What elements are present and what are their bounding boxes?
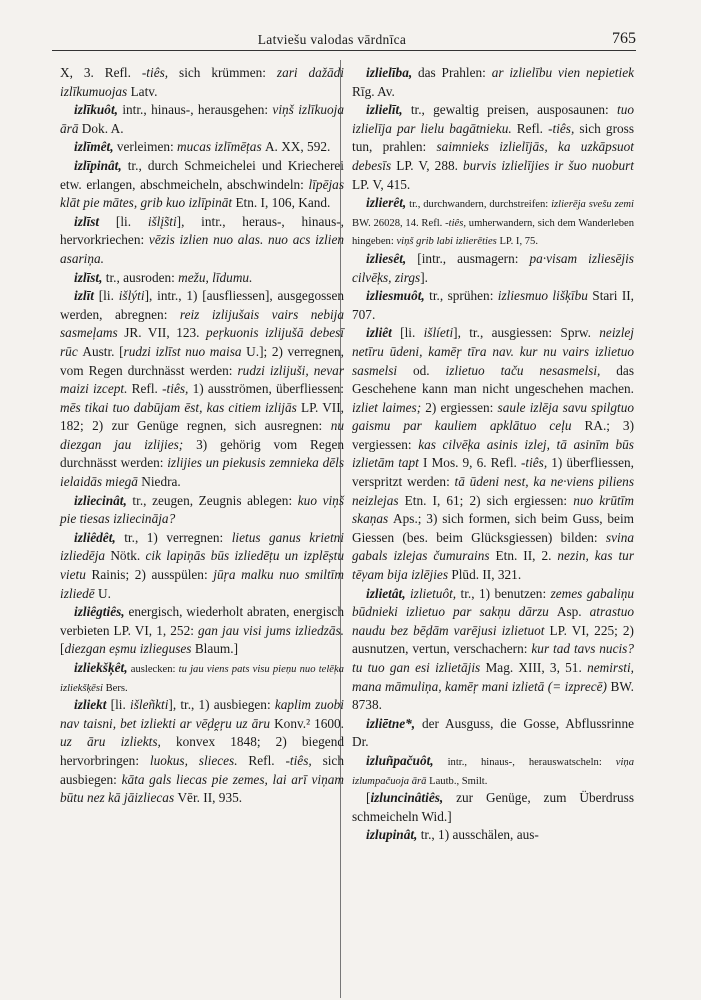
entry-text: od. (412, 362, 446, 378)
entry-text: Asp. (556, 604, 590, 620)
dictionary-entry (60, 213, 344, 269)
entry-text: RA.; 3) vergiessen: (352, 418, 634, 452)
entry-text: konvex 1848; 2) biegend hervorbringen: (60, 734, 344, 768)
entry-text: saule izlēja savu spilgtuo gaismu par kauliem apklātuo ceļu (352, 399, 634, 434)
entry-text: Vēr. II, 935. (177, 790, 243, 806)
entry-text: kāta gals liecas pie zemes, lai arī viņam būtu nez kā jāizliecas (60, 771, 345, 806)
entry-text: mēs tikai tuo dabūjam ēst, kas citiem izlijās (60, 399, 301, 415)
entry-headword: izliekšķêt, (74, 660, 128, 675)
entry-text: zemes gabaliņu būdnieki izlietuo par sakņu dārzu (352, 585, 635, 620)
entry-text: Lautb., Smilt. (429, 775, 488, 787)
entry-headword: izlietât, (366, 585, 406, 601)
entry-text: burvis izlielījies ir šuo nuoburt (463, 157, 634, 173)
entry-text: der Ausguss, die Gosse, Abflussrinne Dr. (352, 715, 634, 750)
entry-headword: izlīkuôt, (74, 102, 118, 118)
entry-text: LP. V, 415. (352, 176, 411, 192)
entry-text: 1) überfliessen, verspritzt werden: (352, 455, 634, 490)
entry-text: tr., ausroden: (102, 269, 179, 285)
entry-text: A. XX, 592. (264, 139, 331, 155)
entry-text: Mag. XIII, 3, 51. (485, 660, 588, 675)
entry-text: Aps.; 3) sich formen, sich beim Guss, beim Giessen (bes. beim Glücksgiessen) bilden: (352, 511, 634, 545)
entry-text: Plūd. II, 321. (451, 567, 522, 583)
entry-text: ], intr., 1) [ausfliessen], ausgegossen werden, abregnen: (60, 288, 345, 322)
entry-text: Bers. (105, 682, 128, 694)
entry-text: Etn. I, 106, Kand. (235, 195, 331, 211)
entry-text: Dok. A. (81, 120, 124, 136)
entry-headword: izliêdêt, (74, 529, 116, 545)
entry-text: X, 3. Refl. (60, 65, 142, 80)
entry-headword: izlupinât, (366, 827, 418, 843)
entry-text: nu diezgan jau izlijies; (60, 418, 344, 452)
dictionary-entry (60, 659, 344, 696)
entry-headword: izlīpinât, (74, 157, 122, 173)
entry-text: energisch, wiederholt abraten, energisch verbieten LP. VI, 1, 252: (60, 604, 344, 638)
entry-text: izliesmuo lišķību (497, 288, 593, 304)
dictionary-entry (352, 194, 634, 250)
entry-text: Blaum.] (194, 641, 239, 657)
entry-text: nezin, kas tur tē̦vam bija izlējies (352, 548, 634, 583)
entry-headword: izliecinât, (74, 492, 127, 508)
entry-text: ], intr., heraus-, hinaus-, hervorkriechen: (60, 213, 344, 248)
entry-text: ], tr., 1) ausbiegen: (168, 697, 275, 713)
dictionary-entry (352, 789, 634, 826)
entry-text: BW. 26028, 14. Refl. (352, 217, 446, 229)
entry-text: Austr. [ (82, 343, 124, 359)
entry-headword: izlielīt, (366, 102, 403, 118)
entry-text: kuo viņš pie tiesas izliecināja? (60, 492, 344, 527)
entry-text: cik lapiņās būs izliedē̦tu un izplē̦stu vietu (60, 548, 344, 583)
entry-text: umherwandern, sich dem Wanderleben hingeben: (352, 217, 634, 248)
dictionary-entry (352, 324, 634, 584)
entry-text: kas cilvē̦ka asinis izlej, tā asinīm būs izlietām tapt (352, 436, 634, 471)
entry-text: kaplim zuobi nav taisni, bet izliekti ar vē̦dḙŗu uz āru (60, 697, 344, 731)
entry-text: mežu, līdumu. (178, 269, 253, 285)
entry-text: tr., 1) verregnen: (115, 529, 232, 545)
entry-headword: izliesmuôt, (366, 288, 425, 304)
entry-text: vēzis izlien nuo alas. nuo acs izlien asariņa. (60, 232, 344, 266)
entry-text: 3) gehörig vom Regen durchnässt werden: (60, 436, 345, 471)
entry-text: Rainis; 2) ausspülen: (91, 567, 214, 583)
entry-text: tr., gewaltig preisen, ausposaunen: (402, 102, 617, 118)
entry-text: Rīg. Av. (352, 83, 395, 99)
dictionary-entry (352, 826, 634, 845)
entry-text: ar izlielību vien nepietiek (491, 65, 634, 80)
entry-text: jūŗa malku nuo smiltīm izliedē (60, 567, 344, 601)
entry-text: verleimen: (113, 139, 178, 155)
entry-text: izlijies un piekusis zemnieka dēls ielaidās miegā (60, 455, 344, 490)
entry-text: das Prahlen: (412, 65, 492, 80)
entry-text: LP. I, 75. (499, 236, 538, 248)
entry-text: sich gross tun, prahlen: (352, 120, 634, 155)
entry-text: -tiês, (141, 65, 180, 80)
entry-text: sich krümmen: (179, 65, 277, 80)
dictionary-entry (60, 101, 344, 138)
right-column (352, 64, 634, 845)
entry-text: tā ūdeni nest, ka ne·viens piliens neizlejas (352, 474, 634, 508)
entry-text: līpējas klāt pie mātes, grib kuo izlīpināt (60, 176, 344, 211)
entry-text: Refl. (516, 120, 549, 136)
left-column (60, 64, 344, 808)
entry-text: pe̦rkuonis izlijušā debesī rūc (60, 325, 344, 359)
entry-text: das Geschehene kann man nicht ungeschehen machen. (352, 362, 634, 397)
entry-text: Nötk. (110, 548, 146, 564)
entry-text: Etn. I, 61; 2) sich ergiessen: (404, 492, 574, 508)
entry-text: nemirsti, mana māmuliņa, kamē̦r mani izlietā (= izprecē) (352, 660, 634, 694)
dictionary-entry (60, 696, 344, 808)
entry-headword: izliêt (366, 325, 392, 341)
entry-headword: izliētne*, (366, 715, 416, 731)
entry-text: išlýti (118, 288, 145, 304)
entry-text: BW. 8738. (352, 678, 634, 713)
dictionary-entry (352, 585, 634, 715)
dictionary-entry (60, 269, 344, 288)
dictionary-entry (352, 715, 634, 752)
entry-text: saimnieks izlielījās, ka uzkāpsuot debesīs (352, 139, 634, 173)
entry-text: JR. VII, 123. (124, 325, 207, 341)
entry-text: zur Genüge, zum Überdruss schmeicheln Wid.] (352, 790, 634, 824)
entry-text: [li. (391, 325, 424, 341)
entry-text: tr., sprühen: (424, 288, 498, 304)
entry-headword: izlierêt, (366, 195, 407, 211)
entry-text: [ (60, 641, 65, 657)
entry-text: rudzi izlijuši, nevar maizi izcept. (60, 362, 345, 397)
entry-text: intr., hinaus-, herausgehen: (117, 102, 273, 118)
dictionary-entry (352, 250, 634, 287)
entry-text: LP. VI, 225; 2) ausnutzen, vertun, verschachern: (352, 622, 634, 657)
entry-headword: izliêgtiês, (74, 604, 125, 620)
entry-text: 1) ausströmen, überfliessen: (192, 381, 344, 397)
entry-text: Niedra. (141, 474, 181, 490)
entry-text: pa·visam izliesējis cilvē̦ks, zirgs (352, 250, 634, 285)
dictionary-entry (352, 287, 634, 324)
entry-text: reiz izlijušais vairs nebija sasmeļams (60, 306, 345, 341)
entry-text: tr., durchwandern, durchstreifen: (406, 199, 552, 211)
entry-text: tr., zeugen, Zeugnis ablegen: (126, 492, 298, 508)
entry-headword: izluncinâtiês, (370, 790, 444, 806)
entry-text: Latv. (130, 83, 158, 99)
dictionary-entry (60, 157, 344, 213)
entry-text: I Mos. 9, 6. Refl. (422, 455, 521, 471)
entry-headword: izlīt (74, 288, 94, 304)
dictionary-entry (352, 64, 634, 101)
running-header (52, 30, 636, 51)
dictionary-entry (60, 287, 344, 492)
entry-text: atrastuo naudu bez bē̦dām varējusi izlietuot (352, 604, 634, 638)
page-number: 765 (612, 30, 636, 47)
entry-text: viņa izlumpačuoja ārā (352, 756, 634, 787)
entry-text: -tiês, (285, 752, 323, 768)
entry-text: tr., durch Schmeichelei und Kriecherei etw. erlangen, abschmeicheln, abschwindeln: (60, 157, 344, 192)
running-head-title: Latviešu valodas vārdnīca (257, 32, 407, 47)
entry-text: tr., 1) benutzen: (456, 585, 551, 601)
entry-text: izliet laimes; (352, 399, 426, 415)
entry-text: Refl. (248, 752, 286, 768)
entry-text: viņš grib labi izlierēties (396, 236, 500, 248)
entry-text: diezgan e̦smu izlieguses (64, 641, 195, 657)
entry-text: zari dažādi izlīkumuojas (60, 65, 344, 99)
entry-headword: izlīst (74, 213, 100, 229)
entry-text: [li. (93, 288, 119, 304)
entry-text: [li. (99, 213, 148, 229)
entry-text: Stari II, 707. (352, 288, 634, 322)
entry-text: luokus, slieces. (149, 752, 249, 768)
entry-headword: izluñpačuôt, (366, 752, 434, 768)
entry-text: neizlej netīru ūdeni, kamē̦r tīra nav. kur nu vairs izlietuo sasmelsi (352, 325, 634, 378)
dictionary-entry (60, 529, 344, 603)
entry-text: kur tad tavs nucis? tu tuo gan esi izlietājis (352, 641, 635, 675)
entry-text: uz āru izliekts, (60, 734, 161, 750)
entry-text: U.]; 2) verregnen, vom Regen durchnässt werden: (60, 343, 344, 378)
entry-text: viņš izlīkuoja ārā (60, 102, 345, 136)
entry-headword: izliesêt, (366, 250, 407, 266)
entry-text: tu jau viens pats visu pieņu nuo telē̦ka izliekšķēsi (60, 664, 344, 694)
entry-text: tr., 1) ausschälen, aus- (417, 827, 539, 843)
entry-headword: izliekt (74, 697, 107, 713)
entry-headword: izlielība, (366, 65, 413, 80)
entry-text: izlietuo taču nesasmelsi, (445, 362, 617, 378)
entry-text: Etn. II, 2. (495, 548, 558, 564)
entry-text: -tiês, (162, 381, 193, 397)
dictionary-entry (352, 752, 634, 789)
entry-text: rudzi izlīst nuo maisa (123, 343, 247, 359)
entry-text: išlį̃sti (147, 213, 177, 229)
entry-text: LP. V, 288. (396, 157, 464, 173)
entry-text: mucas izlīmē̦tas (177, 139, 265, 155)
entry-text: -tiês, (445, 217, 469, 229)
entry-text: svina gabals izlejas čumurains (352, 529, 634, 564)
entry-text: -tiês, (520, 455, 552, 471)
entry-text: auslecken: (127, 664, 179, 675)
dictionary-entry (60, 492, 344, 529)
entry-headword: izlīmêt, (74, 139, 114, 155)
entry-text: lietus ganus krietni izliedēja (60, 529, 344, 564)
entry-text: ]. (420, 269, 428, 285)
entry-text: Konv.² 1600. (274, 715, 344, 731)
entry-text: tuo izlielīja par lielu bagātnieku. (352, 102, 634, 136)
entry-text: ], tr., ausgiessen: Sprw. (453, 325, 600, 341)
entry-text: sich ausbiegen: (60, 752, 344, 787)
dictionary-entry (60, 603, 344, 659)
entry-text: intr., hinaus-, herauswatscheln: (433, 756, 616, 768)
entry-text: gan jau visi jums izliedzās. (198, 622, 344, 638)
entry-text: izlierēja svešu zemi (551, 199, 634, 211)
entry-text: LP. VII, 182; 2) zur Genüge regnen, sich ausregnen: (60, 399, 344, 434)
entry-text: [ (366, 790, 371, 806)
entry-text: 2) ergiessen: (425, 399, 498, 415)
dictionary-entry (352, 101, 634, 194)
dictionary-entry (60, 64, 344, 101)
dictionary-entry (60, 138, 344, 157)
entry-text: išlíeti (423, 325, 454, 341)
entry-text: nuo krūtīm skaņas (352, 492, 634, 527)
entry-text: izlietuôt, (409, 585, 457, 601)
entry-headword: izlīst, (74, 269, 103, 285)
entry-text: [li. (106, 697, 130, 713)
entry-text: [intr., ausmagern: (406, 250, 530, 266)
entry-text: U. (98, 585, 111, 601)
entry-text: išleñkti (130, 697, 169, 713)
entry-text: Refl. (131, 381, 163, 397)
entry-text: -tiês, (548, 120, 580, 136)
